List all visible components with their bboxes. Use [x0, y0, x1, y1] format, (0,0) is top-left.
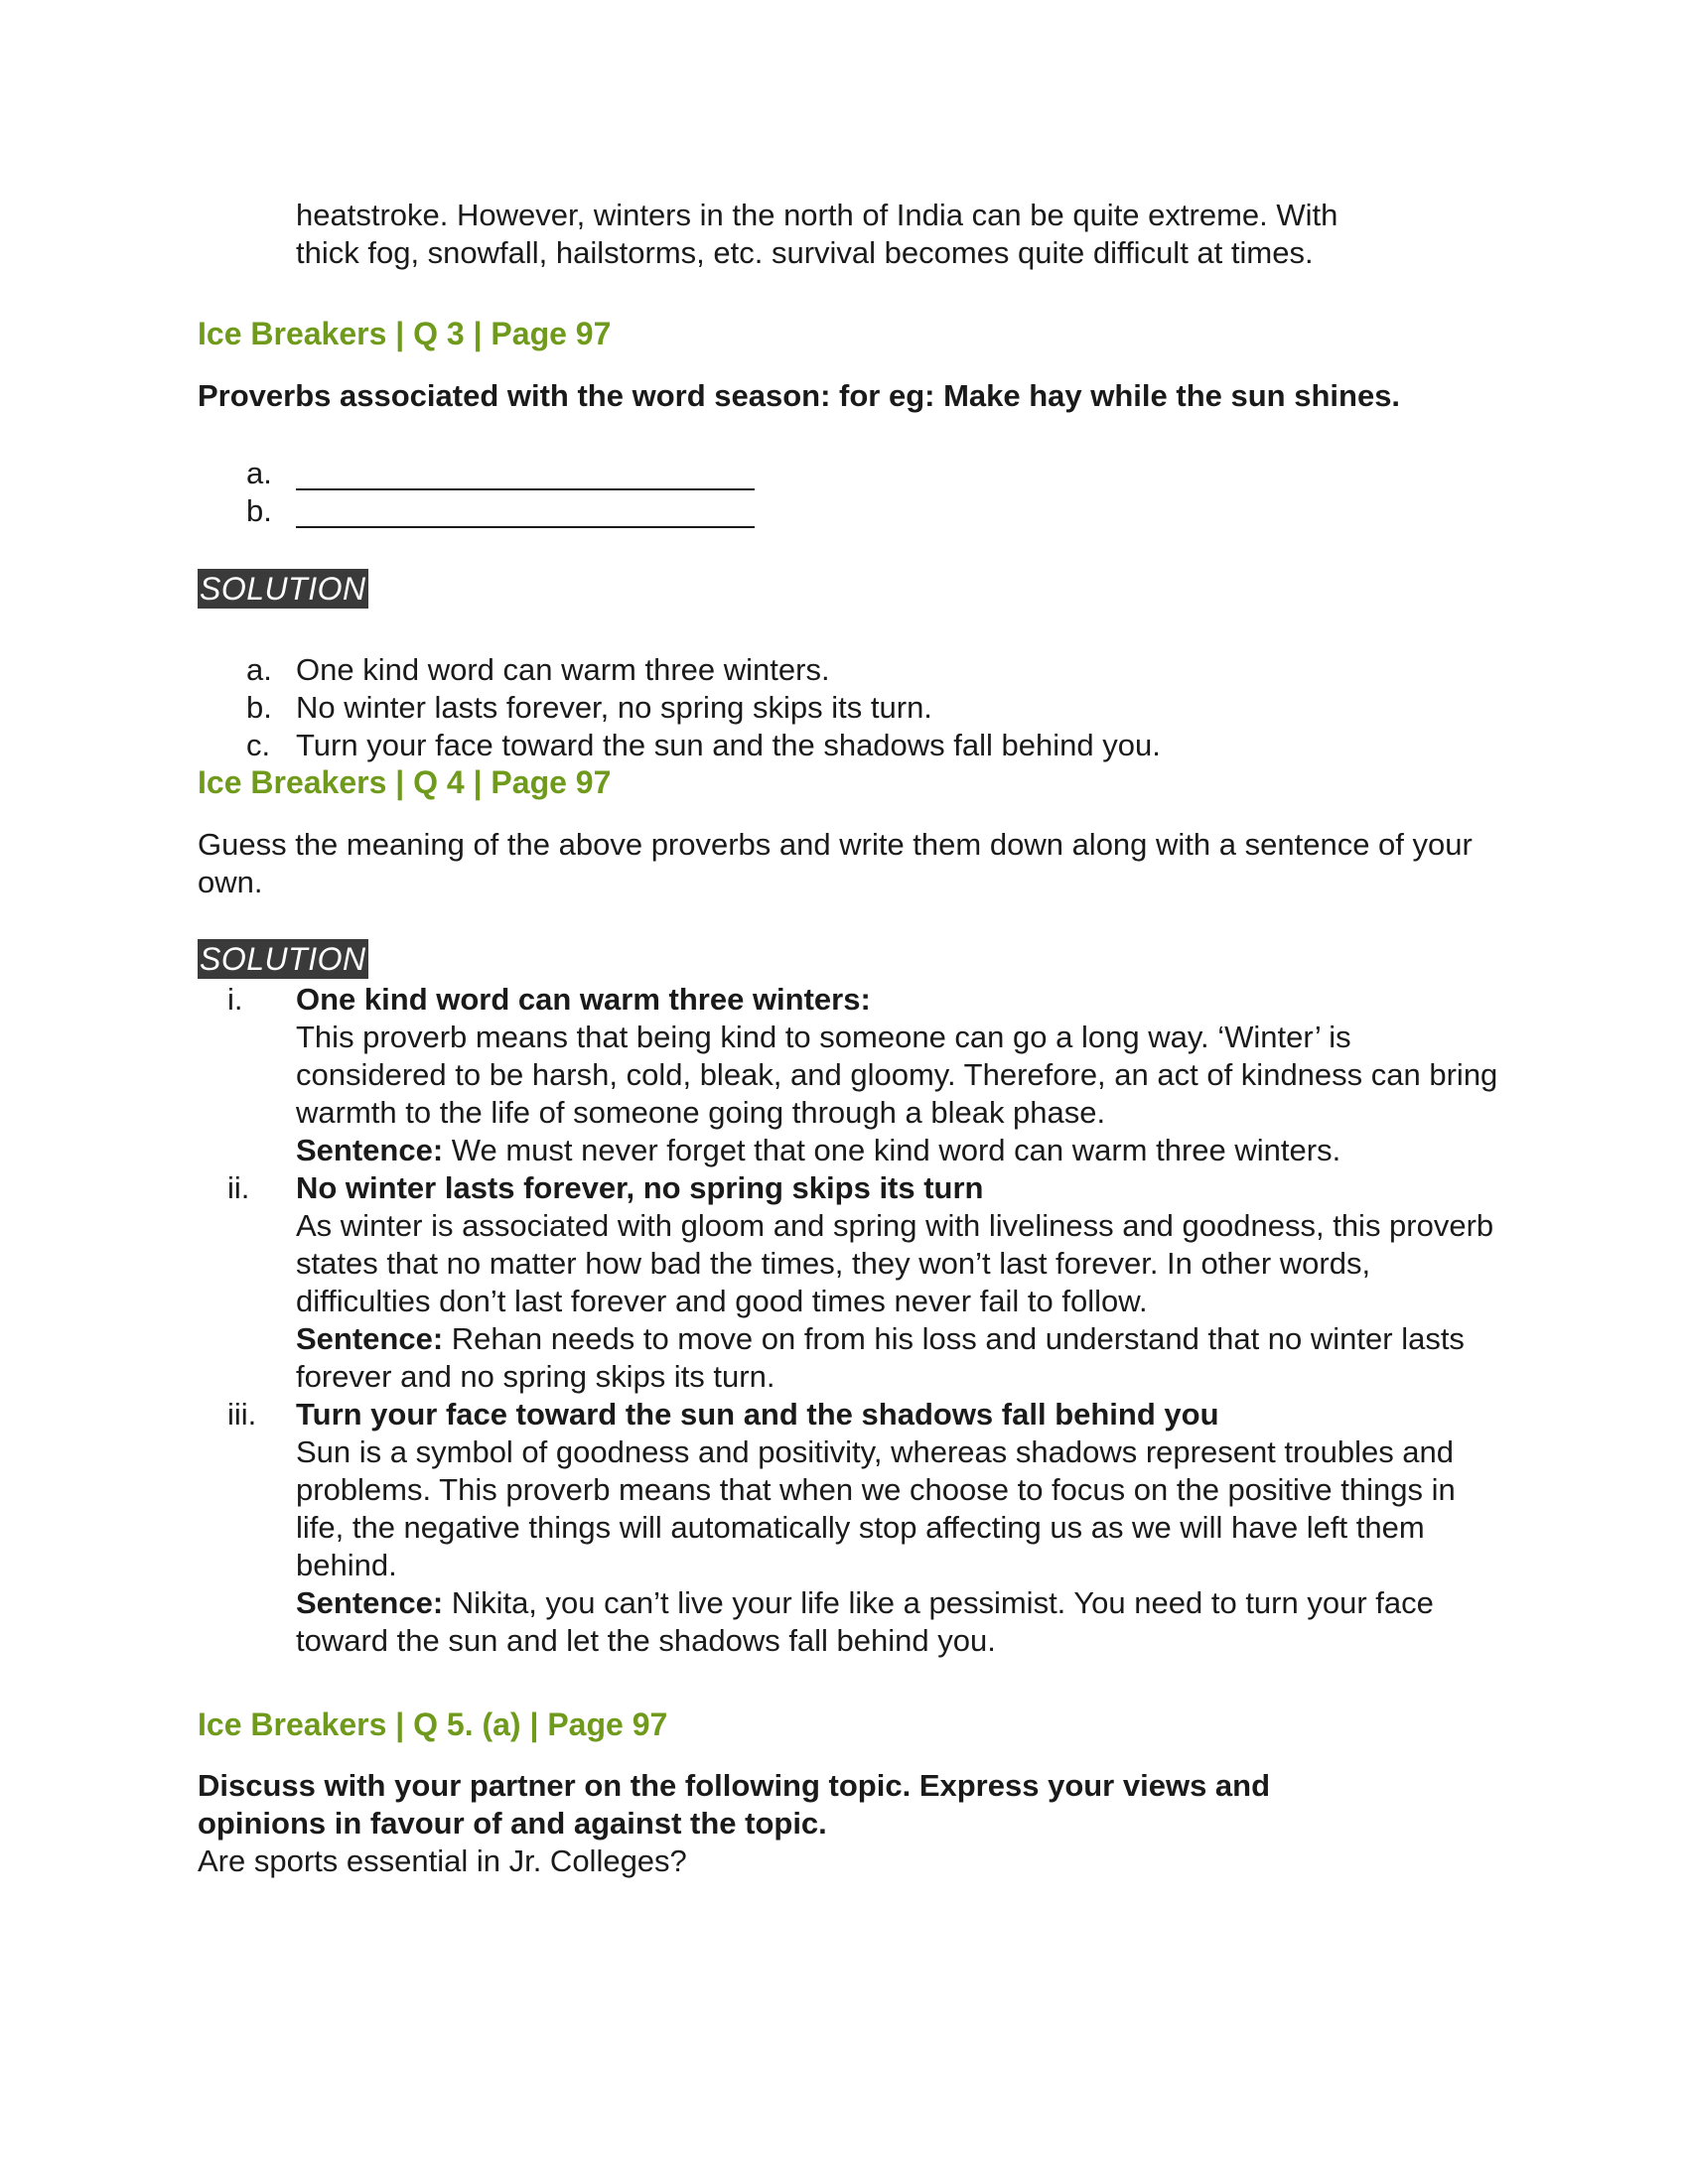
q4-solution-badge: SOLUTION	[200, 941, 366, 977]
q3-blank-line-b	[296, 526, 755, 528]
proverb-title: No winter lasts forever, no spring skips its turn	[296, 1170, 984, 1205]
q5-topic: Are sports essential in Jr. Colleges?	[198, 1843, 687, 1878]
q3-answer-marker: b.	[246, 690, 272, 725]
proverb-explanation: As winter is associated with gloom and spring with liveliness and goodness, this proverb states that no matter how bad the times, they won’t last forever. In other words, difficulties don’t last forever and good times never fail to follow.	[296, 1208, 1494, 1318]
sentence-label: Sentence:	[296, 1321, 444, 1356]
proverb-item	[198, 1396, 1498, 1660]
proverb-title: Turn your face toward the sun and the shadows fall behind you	[296, 1397, 1219, 1432]
q4-question: Guess the meaning of the above proverbs and write them down along with a sentence of your own.	[198, 827, 1473, 899]
sentence-text: Nikita, you can’t live your life like a pessimist. You need to turn your face toward the sun and let the shadows fall behind you.	[296, 1585, 1434, 1658]
proverb-sentence	[296, 1320, 1498, 1396]
proverb-item	[198, 1169, 1498, 1396]
q3-answer-marker: c.	[246, 728, 271, 762]
q3-answer-text: Turn your face toward the sun and the shadows fall behind you.	[296, 728, 1161, 762]
intro-line: thick fog, snowfall, hailstorms, etc. survival becomes quite difficult at times.	[296, 235, 1314, 270]
q5-question: Discuss with your partner on the following topic. Express your views and opinions in favour of and against the topic.	[198, 1768, 1271, 1841]
q3-answer-text: One kind word can warm three winters.	[296, 652, 830, 687]
q3-solution-badge: SOLUTION	[200, 571, 366, 607]
q5-heading: Ice Breakers | Q 5. (a) | Page 97	[198, 1706, 668, 1742]
proverb-item	[198, 981, 1498, 1169]
proverb-body	[296, 1396, 1498, 1660]
sentence-label: Sentence:	[296, 1585, 444, 1620]
proverb-sentence	[296, 1584, 1498, 1660]
q3-blank-marker-b: b.	[246, 493, 272, 528]
proverb-sentence	[296, 1132, 1498, 1169]
sentence-text: Rehan needs to move on from his loss and understand that no winter lasts forever and no spring skips its turn.	[296, 1321, 1465, 1394]
sentence-label: Sentence:	[296, 1133, 444, 1167]
proverb-explanation: Sun is a symbol of goodness and positivity, whereas shadows represent troubles and problems. This proverb means that when we choose to focus on the positive things in life, the negative things will automatically stop affecting us as we will have left them behind.	[296, 1434, 1456, 1582]
proverb-body	[296, 981, 1498, 1169]
sentence-text: We must never forget that one kind word can warm three winters.	[451, 1133, 1341, 1167]
intro-paragraph	[296, 197, 1517, 272]
proverb-body	[296, 1169, 1498, 1396]
q3-question: Proverbs associated with the word season: for eg: Make hay while the sun shines.	[198, 378, 1401, 413]
proverb-title: One kind word can warm three winters:	[296, 982, 871, 1017]
proverb-marker: ii.	[227, 1170, 250, 1205]
q3-blank-line-a	[296, 488, 755, 490]
proverb-marker: i.	[227, 982, 243, 1017]
proverb-marker: iii.	[227, 1397, 257, 1432]
q3-answer-text: No winter lasts forever, no spring skips its turn.	[296, 690, 932, 725]
q3-answer-marker: a.	[246, 652, 272, 687]
q3-blank-marker-a: a.	[246, 456, 272, 490]
q4-heading: Ice Breakers | Q 4 | Page 97	[198, 764, 612, 800]
intro-line: heatstroke. However, winters in the north of India can be quite extreme. With	[296, 198, 1338, 232]
proverb-explanation: This proverb means that being kind to someone can go a long way. ‘Winter’ is considered to be harsh, cold, bleak, and gloomy. Therefore, an act of kindness can bring warmth to the life of someone going through a bleak phase.	[296, 1020, 1498, 1130]
q3-heading: Ice Breakers | Q 3 | Page 97	[198, 316, 612, 351]
